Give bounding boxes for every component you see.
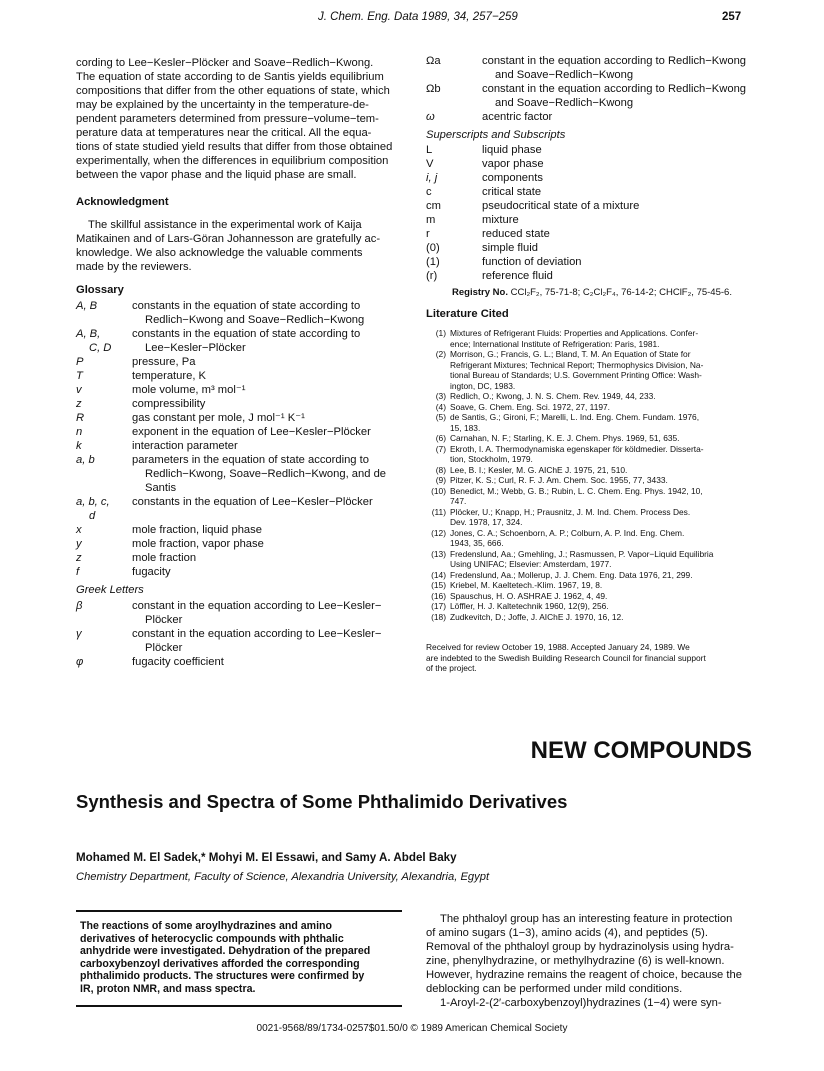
ref-number: (6)	[435, 433, 446, 443]
glossary-definition: mole volume, m³ mol⁻¹	[132, 384, 246, 396]
glossary-definition: Redlich−Kwong, Soave−Redlich−Kwong, and de	[145, 468, 387, 480]
ref-number	[426, 370, 450, 381]
glossary-symbol: x	[76, 524, 82, 536]
affiliation: Chemistry Department, Faculty of Science, Alexandria University, Alexandria, Egypt	[76, 871, 490, 883]
subscript-symbol: V	[426, 158, 434, 170]
subscript-symbol: (r)	[426, 270, 438, 282]
glossary-symbol: f	[76, 566, 80, 578]
authors: Mohamed M. El Sadek,* Mohyi M. El Essawi, and Samy A. Abdel Baky	[76, 851, 457, 864]
ref-number: (5)	[435, 412, 446, 422]
ref-number	[426, 423, 450, 434]
omega-definition: acentric factor	[482, 111, 553, 123]
received-note	[426, 642, 752, 674]
subscript-symbol: cm	[426, 200, 441, 212]
ref-text: Mixtures of Refrigerant Fluids: Properties and Applications. Confer-	[450, 328, 699, 338]
text-line: The phthaloyl group has an interesting feature in protection	[440, 913, 733, 925]
ref-text: Kriebel, M. Kaeltetech.-Klim. 1967, 19, 8.	[450, 580, 603, 590]
ref-text: ington, DC, 1983.	[450, 380, 516, 391]
glossary-symbol: n	[76, 426, 83, 438]
text-line: compositions that differ from the other equations of state, which	[76, 85, 390, 97]
intro-paragraph	[76, 56, 402, 182]
ref-text: Jones, C. A.; Schoenborn, A. P.; Colburn, A. P. Ind. Eng. Chem.	[450, 527, 685, 538]
ref-number: (4)	[435, 401, 446, 412]
omega-definition: constant in the equation according to Redlich−Kwong	[482, 83, 747, 95]
ref-text: Dev. 1978, 17, 324.	[450, 517, 523, 527]
omega-definition: and Soave−Redlich−Kwong	[495, 97, 634, 109]
abstract-bottom-rule	[76, 1005, 402, 1007]
ref-number: (1)	[435, 328, 446, 338]
omega-symbol: Ωb	[426, 83, 441, 95]
subscript-definition: critical state	[482, 186, 542, 198]
ref-number	[426, 381, 450, 392]
glossary-definition: temperature, K	[132, 370, 206, 382]
subscript-definition: simple fluid	[482, 242, 538, 254]
text-line: zine, phenylhydrazine, or methylhydrazine (6) is well-known.	[426, 955, 725, 967]
glossary-symbol: z	[76, 552, 82, 564]
ref-text: Redlich, O.; Kwong, J. N. S. Chem. Rev. 1949, 44, 233.	[450, 391, 656, 401]
glossary-definition: fugacity	[132, 566, 171, 578]
greek-definition: Plöcker	[145, 642, 183, 654]
ref-number: (14)	[431, 569, 446, 580]
subscript-symbol: m	[426, 214, 436, 226]
subscript-symbol: (1)	[426, 256, 440, 268]
section-banner: NEW COMPOUNDS	[530, 737, 752, 764]
glossary-symbol: v	[76, 384, 82, 396]
greek-symbol	[76, 613, 132, 627]
acknowledgment-heading: Acknowledgment	[76, 196, 169, 208]
text-line: The skillful assistance in the experimental work of Kaija	[88, 219, 362, 231]
subscript-definition: vapor phase	[482, 158, 544, 170]
glossary-definition: mole fraction	[132, 552, 197, 564]
subscript-symbol: c	[426, 186, 432, 198]
ref-number: (16)	[431, 590, 446, 601]
omega-definition: constant in the equation according to Redlich−Kwong	[482, 55, 747, 67]
ref-number: (11)	[431, 506, 446, 517]
glossary-definition: Santis	[145, 482, 177, 494]
subscript-symbol: L	[426, 144, 433, 156]
subscript-definition: liquid phase	[482, 144, 542, 156]
ref-number: (8)	[435, 464, 446, 475]
glossary-symbol: y	[76, 538, 82, 550]
greek-symbol: γ	[76, 628, 82, 640]
body-text	[426, 912, 752, 1010]
ref-text: Morrison, G.; Francis, G. L.; Bland, T. M. An Equation of State for	[450, 349, 691, 359]
ref-text: Löffler, H. J. Kaltetechnik 1960, 12(9), 256.	[450, 601, 609, 611]
ref-number: (13)	[431, 548, 446, 559]
glossary-definition: gas constant per mole, J mol⁻¹ K⁻¹	[132, 412, 305, 424]
text-line: of amino sugars (1−3), amino acids (4), and peptides (5).	[426, 927, 709, 939]
greek-symbol: β	[76, 600, 83, 612]
glossary-symbol: z	[76, 398, 82, 410]
ref-text: tion, Stockholm, 1979.	[450, 454, 533, 464]
ref-number	[426, 360, 450, 371]
text-line: knowledge. We also acknowledge the valuable comments	[76, 247, 363, 259]
omega-list	[426, 54, 752, 124]
glossary-symbol: d	[89, 510, 96, 522]
glossary-symbol: k	[76, 440, 82, 452]
ref-text: Refrigerant Mixtures; Technical Report; Thermophysics Division, Na-	[450, 359, 704, 370]
ref-number: (3)	[435, 391, 446, 401]
text-line: are indebted to the Swedish Building Research Council for financial support	[426, 652, 706, 663]
glossary-list	[76, 299, 402, 579]
greek-symbol	[76, 641, 132, 655]
acknowledgment-paragraph	[76, 218, 402, 274]
abstract-line: derivatives of heterocyclic compounds with phthalic	[80, 932, 344, 945]
subscripts-list	[426, 143, 752, 283]
glossary-definition: constants in the equation of state according to	[132, 328, 361, 340]
ref-number	[426, 454, 450, 465]
page-number: 257	[722, 11, 742, 23]
greek-symbol: φ	[76, 656, 84, 668]
glossary-symbol	[76, 467, 132, 481]
ref-number	[426, 517, 450, 528]
ref-text: Carnahan, N. F.; Starling, K. E. J. Chem. Phys. 1969, 51, 635.	[450, 433, 680, 443]
greek-letters-heading: Greek Letters	[76, 584, 144, 596]
text-line: Matikainen and of Lars-Göran Johannesson are gratefully ac-	[76, 233, 381, 245]
ref-number: (12)	[431, 527, 446, 538]
omega-symbol	[426, 96, 482, 110]
ref-text: Ekroth, I. A. Thermodynamiska egenskaper för köldmedier. Disserta-	[450, 443, 704, 454]
omega-symbol	[426, 68, 482, 82]
abstract-top-rule	[76, 910, 402, 912]
ref-number: (17)	[431, 601, 446, 611]
ref-number	[426, 538, 450, 549]
text-line: made by the reviewers.	[76, 261, 192, 273]
glossary-symbol: R	[76, 412, 85, 424]
literature-heading: Literature Cited	[426, 308, 509, 320]
glossary-definition: parameters in the equation of state according to	[132, 454, 369, 466]
text-line: deblocking can be performed under mild conditions.	[426, 983, 683, 995]
ref-text: Zudkevitch, D.; Joffe, J. AIChE J. 1970, 16, 12.	[450, 611, 624, 622]
glossary-symbol: C, D	[89, 342, 112, 354]
text-line: perature data at temperatures near the critical. All the equa-	[76, 127, 372, 139]
omega-symbol: Ωa	[426, 55, 441, 67]
glossary-definition: Lee−Kesler−Plöcker	[145, 342, 246, 354]
greek-definition: fugacity coefficient	[132, 656, 224, 668]
glossary-definition: mole fraction, liquid phase	[132, 524, 262, 536]
registry-text: CCl₂F₂, 75-71-8; C₂Cl₂F₄, 76-14-2; CHClF₂, 75-45-6.	[510, 287, 732, 298]
abstract-line: carboxybenzoyl derivatives afforded the corresponding	[80, 957, 360, 970]
glossary-definition	[132, 509, 402, 523]
ref-text: Fredenslund, Aa.; Mollerup, J. J. Chem. Eng. Data 1976, 21, 299.	[450, 569, 693, 580]
ref-number	[426, 496, 450, 507]
abstract-line: phthalimido products. The structures were confirmed by	[80, 970, 365, 983]
running-header	[0, 6, 824, 26]
left-column	[76, 56, 402, 669]
subscript-definition: reference fluid	[482, 270, 553, 282]
ref-text: ence; International Institute of Refrigeration: Paris, 1981.	[450, 338, 660, 349]
greek-definition: constant in the equation according to Lee−Kesler−	[132, 628, 382, 640]
ref-text: Fredenslund, Aa.; Gmehling, J.; Rasmussen, P. Vapor−Liquid Equilibria	[450, 548, 714, 559]
ref-text: Spauschus, H. O. ASHRAE J. 1962, 4, 49.	[450, 590, 608, 601]
greek-list	[76, 599, 402, 669]
ref-text: Pitzer, K. S.; Curl, R. F. J. Am. Chem. Soc. 1955, 77, 3433.	[450, 475, 668, 485]
omega-symbol: ω	[426, 111, 435, 123]
ref-number: (9)	[435, 475, 446, 485]
subscript-definition: mixture	[482, 214, 519, 226]
glossary-symbol: a, b, c,	[76, 496, 110, 508]
glossary-definition: interaction parameter	[132, 440, 238, 452]
glossary-definition: exponent in the equation of Lee−Kesler−Plöcker	[132, 426, 371, 438]
glossary-definition: compressibility	[132, 398, 206, 410]
glossary-definition: Redlich−Kwong and Soave−Redlich−Kwong	[145, 314, 365, 326]
ref-number	[426, 559, 450, 570]
glossary-definition: constants in the equation of state according to	[132, 300, 361, 312]
ref-text: tional Bureau of Standards; U.S. Government Printing Office: Wash-	[450, 370, 702, 380]
glossary-symbol: T	[76, 370, 83, 382]
ref-text: 747.	[450, 496, 467, 506]
text-line: between the vapor phase and the liquid phase are small.	[76, 169, 357, 181]
right-column	[426, 54, 752, 674]
greek-definition: constant in the equation according to Lee−Kesler−	[132, 600, 382, 612]
ref-text: Using UNIFAC; Elsevier: Amsterdam, 1977.	[450, 559, 612, 569]
text-line: Removal of the phthaloyl group by hydrazinolysis using hydra-	[426, 941, 734, 953]
glossary-heading: Glossary	[76, 284, 124, 296]
text-line: 1-Aroyl-2-(2′-carboxybenzoyl)hydrazines (1−4) were syn-	[440, 997, 722, 1009]
ref-text: Plöcker, U.; Knapp, H.; Prausnitz, J. M. Ind. Chem. Process Des.	[450, 506, 691, 517]
registry-label: Registry No.	[452, 287, 508, 298]
text-line: pendent parameters determined from pressure−volume−tem-	[76, 113, 379, 125]
registry-numbers	[426, 286, 752, 299]
ref-number: (2)	[435, 349, 446, 359]
omega-definition: and Soave−Redlich−Kwong	[495, 69, 634, 81]
ref-number	[426, 339, 450, 350]
subscript-definition: components	[482, 172, 543, 184]
ref-number: (7)	[435, 443, 446, 454]
greek-definition: Plöcker	[145, 614, 183, 626]
references-list	[426, 328, 752, 622]
abstract	[80, 920, 400, 996]
glossary-definition: constants in the equation of Lee−Kesler−Plöcker	[132, 496, 373, 508]
glossary-symbol	[76, 481, 132, 495]
ref-number: (18)	[431, 611, 446, 622]
abstract-line: The reactions of some aroylhydrazines and amino	[80, 920, 332, 932]
text-line: may be explained by the uncertainty in the temperature-de-	[76, 99, 369, 111]
ref-text: Benedict, M.; Webb, G. B.; Rubin, L. C. Chem. Eng. Phys. 1942, 10,	[450, 485, 703, 496]
ref-number: (10)	[431, 485, 446, 496]
text-line: tions of state studied yield results that differ from those obtained	[76, 141, 393, 153]
glossary-symbol: P	[76, 356, 84, 368]
glossary-symbol: A, B	[76, 300, 98, 312]
glossary-symbol: a, b	[76, 454, 95, 466]
subscript-definition: reduced state	[482, 228, 550, 240]
journal-citation: J. Chem. Eng. Data 1989, 34, 257−259	[318, 11, 518, 23]
article-title: Synthesis and Spectra of Some Phthalimido Derivatives	[76, 791, 568, 812]
footer-copyright: 0021-9568/89/1734-0257$01.50/0 © 1989 American Chemical Society	[256, 1023, 568, 1034]
text-line: cording to Lee−Kesler−Plöcker and Soave−Redlich−Kwong.	[76, 57, 374, 69]
glossary-symbol: A, B,	[76, 328, 101, 340]
glossary-definition: pressure, Pa	[132, 356, 196, 368]
glossary-definition: mole fraction, vapor phase	[132, 538, 264, 550]
subscript-definition: pseudocritical state of a mixture	[482, 200, 640, 212]
abstract-line: anhydride were investigated. Dehydration of the prepared	[80, 945, 371, 958]
ref-text: Lee, B. I.; Kesler, M. G. AIChE J. 1975, 21, 510.	[450, 464, 628, 475]
text-line: Received for review October 19, 1988. Accepted January 24, 1989. We	[426, 642, 690, 652]
text-line: The equation of state according to de Santis yields equilibrium	[76, 71, 384, 83]
subscript-symbol: i, j	[426, 172, 438, 184]
text-line: experimentally, when the differences in equilibrium composition	[76, 155, 389, 167]
ref-text: Soave, G. Chem. Eng. Sci. 1972, 27, 1197.	[450, 401, 610, 412]
subscripts-heading: Superscripts and Subscripts	[426, 129, 566, 141]
ref-text: 15, 183.	[450, 422, 481, 433]
abstract-line: IR, proton NMR, and mass spectra.	[80, 982, 256, 995]
subscript-definition: function of deviation	[482, 256, 582, 268]
ref-text: 1943, 35, 666.	[450, 538, 504, 548]
subscript-symbol: r	[426, 228, 430, 240]
ref-number: (15)	[431, 580, 446, 590]
subscript-symbol: (0)	[426, 242, 440, 254]
ref-text: de Santis, G.; Gironi, F.; Marelli, L. Ind. Eng. Chem. Fundam. 1976,	[450, 412, 700, 422]
text-line: of the project.	[426, 663, 477, 673]
text-line: However, hydrazine remains the reagent of choice, because the	[426, 969, 742, 981]
glossary-symbol	[76, 313, 132, 327]
